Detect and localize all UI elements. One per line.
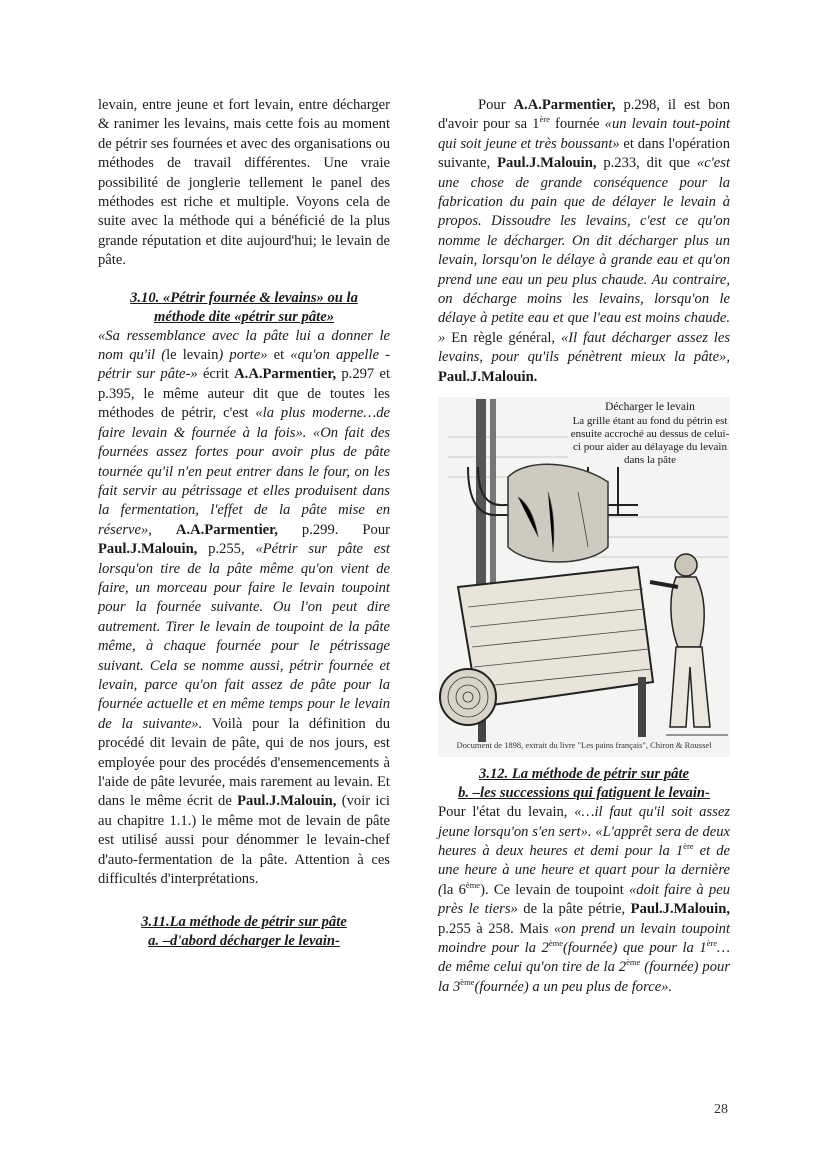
author-name: Paul.J.Malouin. bbox=[438, 368, 538, 385]
author-name: Paul.J.Malouin, bbox=[497, 155, 597, 172]
section-heading-3-12-line2: b. –les successions qui fatiguent le levain- bbox=[458, 785, 710, 802]
author-name: Paul.J.Malouin, bbox=[237, 793, 337, 810]
author-name: Paul.J.Malouin, bbox=[98, 541, 198, 558]
left-paragraph-petrir-sur-pate: «Sa ressemblance avec la pâte lui a donner le nom qu'il (le levain) porte» et «qu'on appelle -pétrir sur pâte-» écrit A.A.Parmentier, p.297 et p.395, le même auteur dit que de toutes les méthodes de pétrir, c'est «la plus moderne…de faire levain & fournée à la fois». «On fait des fournées assez fortes pour avoir plus de pâte tournée qu'il n'en peut entrer dans le four, on les fait servir au pétrissage et elles produisent dans la fermentation, l'effet de la pâte mise en réserve», A.A.Parmentier, p.299. Pour Paul.J.Malouin, p.255, «Pétrir sur pâte est lorsqu'on tire de la pâte même qu'on vient de faire, un morceau pour faire le levain toupoint pour la fournée suivante. Ou l'on peut dire autrement. Tirer le levain de toupoint de la pâte même, à chaque fournée pour le pétrissage suivant. Cela se nomme aussi, pétrir fournée et levain, parce qu'on fait assez de pâte pour la fournée actuelle et en même temps pour le levain de la suivante». Voilà pour la définition du procédé dit levain de pâte, qui de nos jours, est employée pour des procédés d'ensemencements à l'aide de pâte levurée, mais rarement au levain. Et dans le même écrit de Paul.J.Malouin, (voir ici au chapitre 1.1.) le même mot de levain de pâte est utilisé aussi pour dénommer le levain-chef d'auto-fermentation de la pâte. Attention à ces difficultés d'interprétations. bbox=[98, 327, 390, 888]
section-heading-3-10 bbox=[98, 289, 390, 327]
left-column bbox=[98, 96, 390, 951]
engraving-figure bbox=[438, 397, 730, 757]
author-name: Paul.J.Malouin, bbox=[630, 901, 730, 918]
section-heading-3-11 bbox=[98, 913, 390, 951]
figure-caption-title: Décharger le levain bbox=[605, 401, 695, 414]
author-name: A.A.Parmentier, bbox=[234, 366, 337, 383]
section-heading-3-12 bbox=[438, 765, 730, 803]
right-column bbox=[438, 96, 730, 997]
section-heading-3-10-line1: 3.10. «Pétrir fournée & levains» ou la bbox=[130, 289, 358, 306]
right-paragraph-successions: Pour l'état du levain, «…il faut qu'il soit assez jeune lorsqu'on s'en sert». «L'apprêt sera de deux heures à deux heures et demi pour la 1ère et de une heure à une heure et quart pour la dernière (la 6ème). Ce levain de toupoint «doit faire à peu près le tiers» de la pâte pétrie, Paul.J.Malouin, p.255 à 258. Mais «on prend un levain toupoint moindre pour la 2ème(fournée) que pour la 1ère…de même celui qu'on tire de la 2ème (fournée) pour la 3ème(fournée) a un peu plus de force». bbox=[438, 804, 731, 995]
left-paragraph-intro: levain, entre jeune et fort levain, entre décharger & ranimer les levains, mais cette fois au moment de pétrir ses fournées et avec des organisations ou méthodes de travail différentes. Une vraie possibilité de jonglerie tellement le panel des méthodes est riche et multiple. Voyons cela de suite avec la méthode qui a bénéficié de la plus grande réputation et dite aujourd'hui; le levain de pâte. bbox=[98, 97, 390, 269]
author-name: A.A.Parmentier, bbox=[513, 97, 616, 113]
figure-caption-body: La grille étant au fond du pétrin est ensuite accroché au dessus de celui-ci pour aider au délayage du levain dans la pâte bbox=[570, 415, 730, 467]
section-heading-3-10-line2: méthode dite «pétrir sur pâte» bbox=[154, 308, 334, 325]
page-number: 28 bbox=[714, 1102, 728, 1117]
section-heading-3-11-line2: a. –d'abord décharger le levain- bbox=[148, 933, 340, 950]
author-name: A.A.Parmentier, bbox=[175, 521, 278, 538]
section-heading-3-12-line1: 3.12. La méthode de pétrir sur pâte bbox=[479, 766, 689, 783]
figure-credit: Document de 1898, extrait du livre "Les pains français", Chiron & Roussel bbox=[456, 739, 712, 750]
right-paragraph-decharger: Pour A.A.Parmentier, p.298, il est bon d'avoir pour sa 1ère fournée «un levain tout-point qui soit jeune et très boussant» et dans l'opération suivante, Paul.J.Malouin, p.233, dit que «c'est une chose de grande conséquence pour la fabrication du pain que de délayer le levain à propos. Dissoudre les levains, c'est ce qu'on nomme le décharger. On dit décharger plus un levain, lorsqu'on le délaye à grande eau et qu'on prend une eau un peu plus chaude. Au contraire, on décharge moins les levains, lorsqu'on le délaye à petite eau et que l'eau est moins chaude. » En règle général, «Il faut décharger assez les levains, pour qu'ils pénètrent mieux la pâte», Paul.J.Malouin. bbox=[438, 97, 731, 385]
section-heading-3-11-line1: 3.11.La méthode de pétrir sur pâte bbox=[141, 914, 347, 931]
